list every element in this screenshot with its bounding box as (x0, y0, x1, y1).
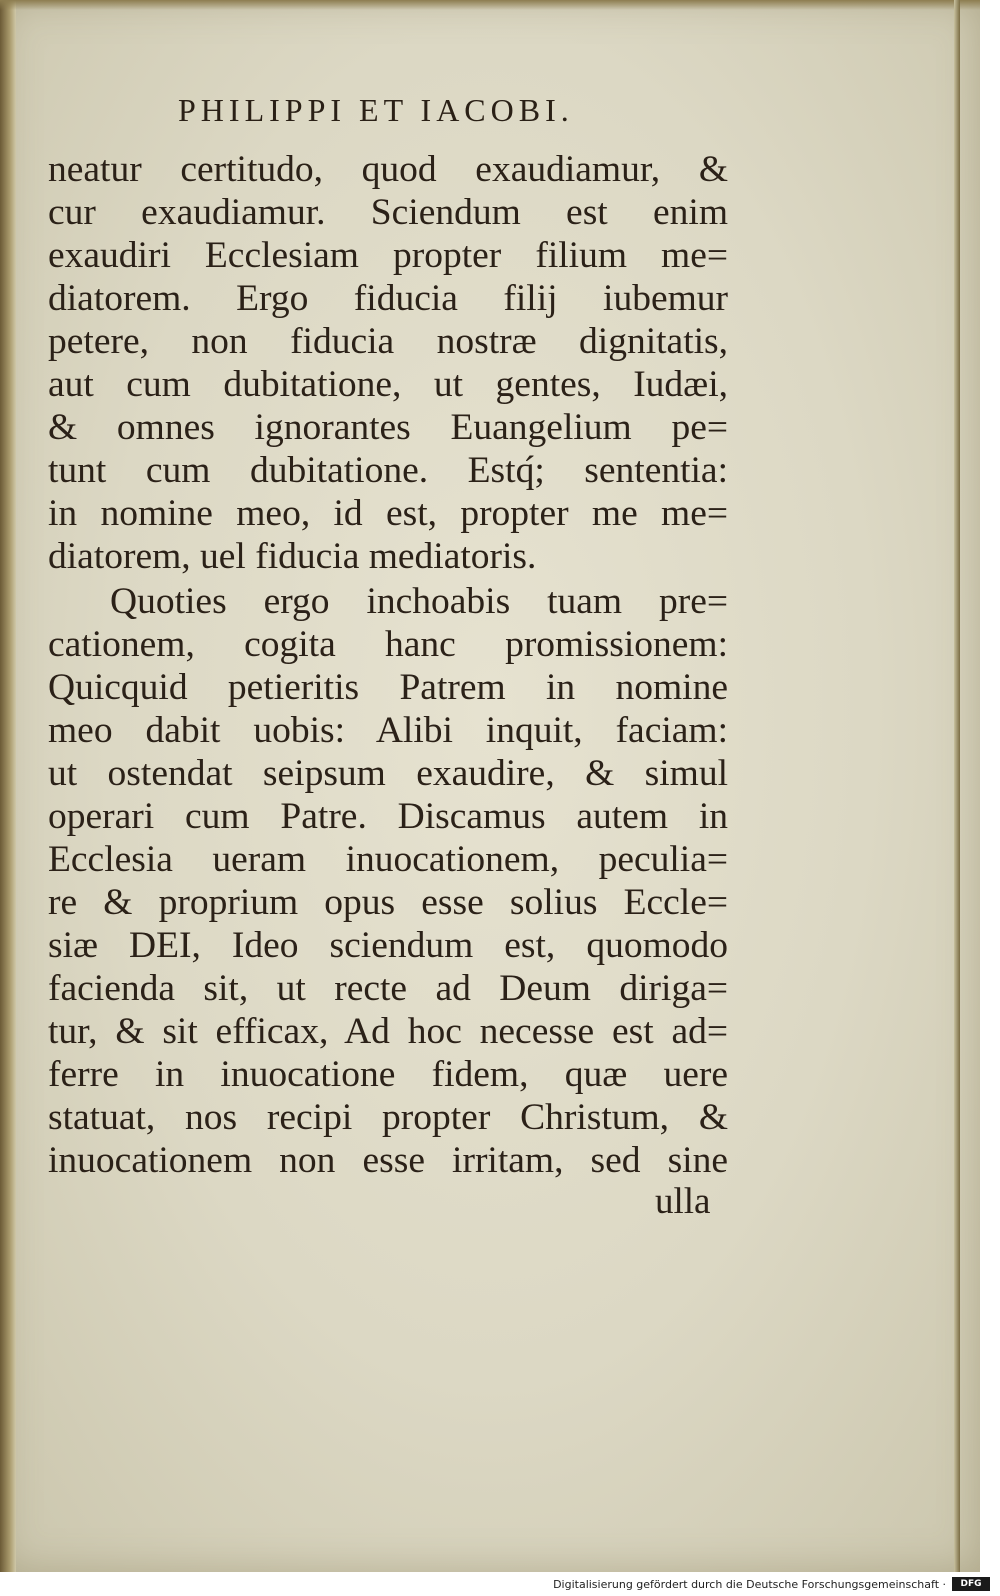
text-line: cur exaudiamur. Sciendum est enim (48, 192, 728, 233)
text-line: aut cum dubitatione, ut gentes, Iudæi, (48, 364, 728, 405)
footer-bar (0, 1574, 1000, 1596)
text-line: neatur certitudo, quod exaudiamur, & (48, 149, 728, 190)
text-line: ferre in inuocatione fidem, quæ uere (48, 1054, 728, 1095)
text-line: siæ DEI, Ideo sciendum est, quomodo (48, 925, 728, 966)
text-line: operari cum Patre. Discamus autem in (48, 796, 728, 837)
text-line: ut ostendat seipsum exaudire, & simul (48, 753, 728, 794)
text-line: Ecclesia ueram inuocationem, peculia= (48, 839, 728, 880)
funding-credit: Digitalisierung gefördert durch die Deutsche Forschungsgemeinschaft · (553, 1578, 946, 1591)
text-line: facienda sit, ut recte ad Deum diriga= (48, 968, 728, 1009)
text-line: petere, non fiducia nostræ dignitatis, (48, 321, 728, 362)
text-line: Quicquid petieritis Patrem in nomine (48, 667, 728, 708)
text-line: & omnes ignorantes Euangelium pe= (48, 407, 728, 448)
paragraph-2 (48, 580, 728, 1182)
running-header: PHILIPPI ET IACOBI. (178, 92, 574, 128)
page-top-edge (0, 0, 980, 10)
text-line: in nomine meo, id est, propter me me= (48, 493, 728, 534)
text-line: re & proprium opus esse solius Eccle= (48, 882, 728, 923)
page-gutter (0, 0, 16, 1572)
text-line: inuocationem non esse irritam, sed sine (48, 1140, 728, 1181)
text-line: meo dabit uobis: Alibi inquit, faciam: (48, 710, 728, 751)
body-text (48, 148, 728, 1182)
text-line: cationem, cogita hanc promissionem: (48, 624, 728, 665)
text-line: statuat, nos recipi propter Christum, & (48, 1097, 728, 1138)
page-right-edge (954, 0, 960, 1572)
paragraph-1 (48, 148, 728, 578)
text-line: Quoties ergo inchoabis tuam pre= (110, 581, 728, 622)
text-line: tur, & sit efficax, Ad hoc necesse est ad= (48, 1011, 728, 1052)
dfg-logo-icon: DFG (952, 1577, 990, 1591)
text-line: tunt cum dubitatione. Estq́; sententia: (48, 450, 728, 491)
catchword: ulla (655, 1181, 711, 1222)
text-line: exaudiri Ecclesiam propter filium me= (48, 235, 728, 276)
text-line: diatorem, uel fiducia mediatoris. (48, 536, 537, 577)
text-line: diatorem. Ergo fiducia filij iubemur (48, 278, 728, 319)
